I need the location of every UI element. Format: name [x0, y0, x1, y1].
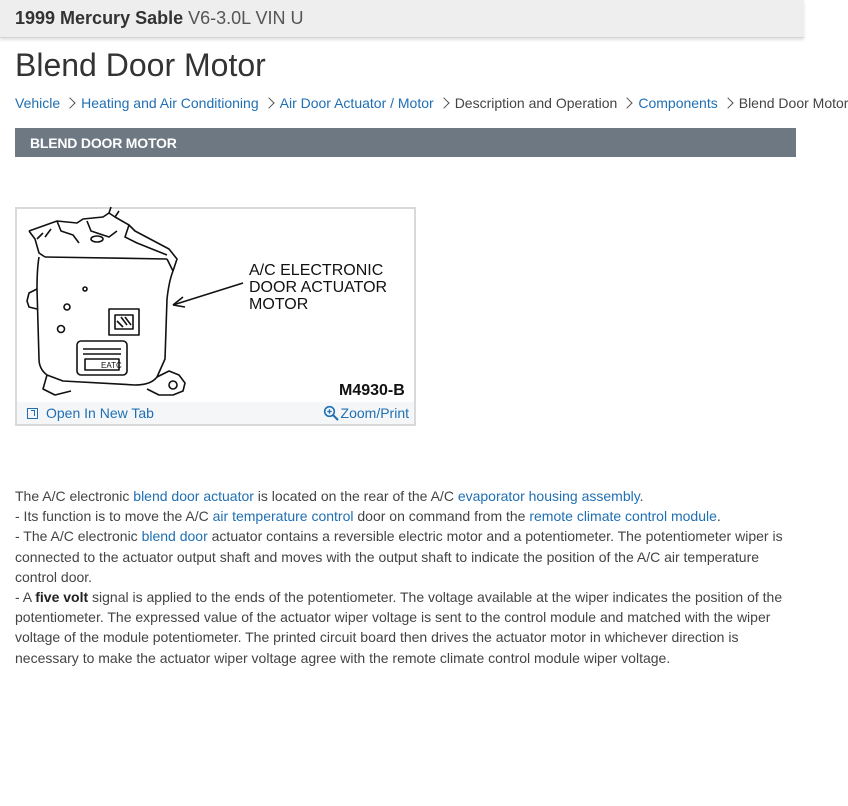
- chevron-right-icon: [64, 97, 75, 108]
- zoom-print-link[interactable]: [323, 405, 409, 421]
- paragraph-operation: [15, 587, 796, 668]
- paragraph-function: [15, 506, 796, 526]
- paragraph-components: [15, 526, 796, 587]
- link-blend-door-actuator[interactable]: blend door actuator: [133, 488, 254, 504]
- breadcrumb-current: Blend Door Motor: [738, 95, 848, 111]
- section-title: BLEND DOOR MOTOR: [30, 135, 177, 151]
- vehicle-name: 1999 Mercury Sable: [15, 8, 184, 28]
- link-air-temperature-control[interactable]: air temperature control: [212, 508, 354, 525]
- breadcrumb-vehicle[interactable]: Vehicle: [15, 95, 61, 111]
- figure-code: M4930-B: [339, 382, 405, 399]
- text-fragment: - Its function is to move the A/C: [15, 508, 213, 525]
- callout-line-1: A/C ELECTRONIC: [249, 262, 384, 279]
- description-text: [15, 486, 796, 668]
- text-fragment: door on command from the: [353, 508, 530, 525]
- link-evaporator-housing-assembly[interactable]: evaporator housing assembly: [457, 488, 640, 504]
- text-fragment: - A: [15, 589, 36, 606]
- paragraph-location: [15, 486, 796, 506]
- eatc-label: EATC: [101, 361, 122, 370]
- chevron-right-icon: [263, 97, 274, 108]
- callout-line-2: DOOR ACTUATOR: [249, 279, 388, 296]
- chevron-right-icon: [722, 97, 733, 108]
- link-remote-climate-control-module[interactable]: remote climate control module: [529, 508, 717, 525]
- open-in-new-tab-label: Open In New Tab: [46, 405, 154, 421]
- vehicle-title: [15, 8, 304, 29]
- chevron-right-icon: [438, 97, 449, 108]
- breadcrumb: [15, 95, 848, 111]
- text-fragment: actuator contains a reversible electric motor and a potentiometer. The potentiometer wiper is connected to the actuator output shaft and moves with the output shaft to indicate the position of the A/C air temperature control door.: [15, 528, 783, 585]
- five-volt-emphasis: five volt: [35, 589, 89, 606]
- figure-card: [15, 207, 416, 426]
- chevron-right-icon: [622, 97, 633, 108]
- link-blend-door[interactable]: blend door: [141, 528, 208, 545]
- vehicle-engine: V6-3.0L VIN U: [188, 8, 304, 28]
- figure-toolbar: [17, 402, 414, 424]
- callout-line-3: MOTOR: [249, 296, 309, 313]
- text-fragment: .: [716, 508, 721, 525]
- zoom-in-icon: [323, 405, 339, 421]
- zoom-print-label: Zoom/Print: [340, 405, 409, 421]
- text-fragment: is located on the rear of the A/C: [253, 488, 458, 504]
- open-in-new-tab-link[interactable]: [27, 405, 154, 421]
- text-fragment: .: [639, 488, 644, 504]
- page-title: Blend Door Motor: [15, 47, 266, 83]
- section-header: [15, 128, 796, 157]
- breadcrumb-components[interactable]: Components: [638, 95, 718, 111]
- text-fragment: The A/C electronic: [15, 488, 134, 504]
- breadcrumb-description-operation: Description and Operation: [454, 95, 618, 111]
- open-new-tab-icon: [27, 408, 38, 419]
- top-bar: [0, 0, 804, 38]
- breadcrumb-heating-ac[interactable]: Heating and Air Conditioning: [81, 95, 259, 111]
- breadcrumb-air-door-actuator[interactable]: Air Door Actuator / Motor: [279, 95, 434, 111]
- text-fragment: signal is applied to the ends of the potentiometer. The voltage available at the wiper indicates the position of the potentiometer. The expressed value of the actuator wiper voltage is sent to the control module and matched with the wiper voltage of the module potentiometer. The printed circuit board then drives the actuator motor in whichever direction is necessary to make the actuator wiper voltage agree with the remote climate control module wiper voltage.: [15, 589, 783, 666]
- actuator-diagram[interactable]: [17, 209, 414, 402]
- text-fragment: - The A/C electronic: [15, 528, 142, 545]
